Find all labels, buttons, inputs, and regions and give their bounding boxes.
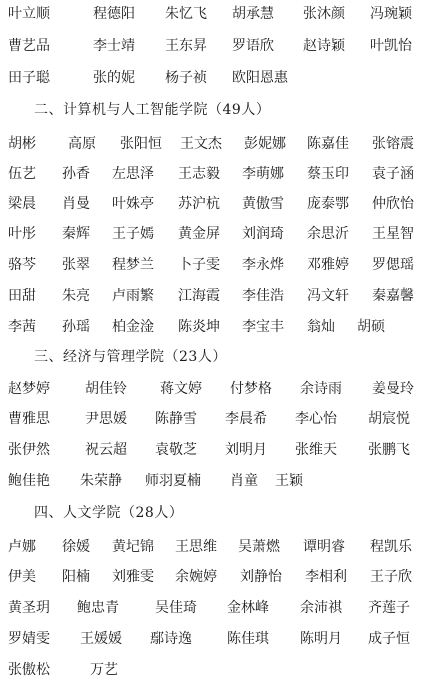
- student-name: 刘明月: [225, 442, 267, 458]
- name-row: [0, 64, 448, 92]
- student-name: 胡宸悦: [368, 411, 410, 427]
- student-name: 陈佳琪: [227, 631, 269, 647]
- student-name: 李永烨: [242, 257, 284, 273]
- student-name: 李心怡: [295, 411, 337, 427]
- name-row: [0, 563, 448, 591]
- student-name: 胡硕: [357, 319, 385, 335]
- student-name: 黄金屏: [178, 226, 220, 242]
- student-name: 徐媛: [62, 539, 90, 555]
- student-name: 秦辉: [62, 226, 90, 242]
- student-name: 余诗雨: [300, 381, 342, 397]
- student-name: 杨子祯: [165, 70, 207, 86]
- student-name: 田子聪: [8, 70, 50, 86]
- student-name: 程梦兰: [112, 257, 154, 273]
- student-name: 肖曼: [62, 196, 90, 212]
- student-name: 叶立顺: [8, 6, 50, 22]
- student-name: 胡彬: [8, 136, 36, 152]
- student-name: 田甜: [8, 288, 36, 304]
- name-row: [0, 625, 448, 653]
- student-name: 苏沪杭: [178, 196, 220, 212]
- student-name: 王东昇: [165, 38, 207, 54]
- student-name: 伊美: [8, 569, 36, 585]
- student-name: 柏金淦: [112, 319, 154, 335]
- student-name: 蒋文婷: [160, 381, 202, 397]
- student-name: 叶凯怡: [370, 38, 412, 54]
- name-row: [0, 375, 448, 403]
- student-name: 张鹏飞: [368, 442, 410, 458]
- name-row: [0, 251, 448, 279]
- student-name: 袁敬芝: [155, 442, 197, 458]
- name-row: [0, 220, 448, 248]
- name-row: [0, 0, 448, 28]
- student-name: 王子嫣: [112, 226, 154, 242]
- student-name: 赵诗颖: [303, 38, 345, 54]
- student-name: 胡佳铃: [85, 381, 127, 397]
- student-name: 万艺: [90, 662, 118, 678]
- student-name: 李茜: [8, 319, 36, 335]
- student-name: 朱荣静: [80, 473, 122, 489]
- student-name: 鄢诗逸: [150, 631, 192, 647]
- student-name: 付梦格: [230, 381, 272, 397]
- name-row: [0, 436, 448, 464]
- student-name: 齐莲子: [368, 600, 410, 616]
- student-name: 李萌娜: [242, 166, 284, 182]
- student-name: 姜曼玲: [372, 381, 414, 397]
- student-name: 谭明睿: [303, 539, 345, 555]
- student-name: 庞泰鄂: [307, 196, 349, 212]
- student-name: 余思沂: [307, 226, 349, 242]
- name-row: [0, 32, 448, 60]
- section-heading: 三、经济与管理学院（23人）: [34, 349, 227, 365]
- student-name: 吴萧燃: [238, 539, 280, 555]
- student-name: 张伊然: [8, 442, 50, 458]
- student-name: 王子欣: [370, 569, 412, 585]
- student-name: 梁晨: [8, 196, 36, 212]
- section-heading: 四、人文学院（28人）: [34, 505, 184, 521]
- student-name: 卢娜: [8, 539, 36, 555]
- student-name: 成子恒: [368, 631, 410, 647]
- student-name: 程凯乐: [370, 539, 412, 555]
- student-name: 王星智: [372, 226, 414, 242]
- student-name: 骆芩: [8, 257, 36, 273]
- student-name: 邓雅婷: [307, 257, 349, 273]
- student-name: 冯文轩: [307, 288, 349, 304]
- student-name: 余沛祺: [300, 600, 342, 616]
- student-name: 鲍佳艳: [8, 473, 50, 489]
- student-name: 卜子雯: [178, 257, 220, 273]
- name-row: [0, 467, 448, 495]
- name-row: [0, 533, 448, 561]
- student-name: 赵梦婷: [8, 381, 50, 397]
- student-name: 彭妮娜: [244, 136, 286, 152]
- student-name: 仲欣怡: [372, 196, 414, 212]
- student-name: 张翠: [62, 257, 90, 273]
- student-name: 孙瑶: [62, 319, 90, 335]
- student-name: 王颖: [275, 473, 303, 489]
- student-name: 祝云超: [85, 442, 127, 458]
- student-name: 师羽夏楠: [145, 473, 201, 489]
- student-name: 高原: [68, 136, 96, 152]
- name-row: [0, 190, 448, 218]
- student-name: 曹艺品: [8, 38, 50, 54]
- student-name: 朱忆飞: [165, 6, 207, 22]
- student-name: 陈炎坤: [178, 319, 220, 335]
- student-name: 胡承慧: [232, 6, 274, 22]
- student-name: 李士靖: [93, 38, 135, 54]
- student-name: 翁灿: [307, 319, 335, 335]
- student-name: 刘润琦: [242, 226, 284, 242]
- section-heading: 二、计算机与人工智能学院（49人）: [34, 102, 271, 118]
- student-name: 卢雨繁: [112, 288, 154, 304]
- student-name: 朱亮: [62, 288, 90, 304]
- student-name: 李佳浩: [242, 288, 284, 304]
- student-name: 黄圣玥: [8, 600, 50, 616]
- name-row: [0, 282, 448, 310]
- student-name: 刘雅雯: [112, 569, 154, 585]
- student-name: 曹雅思: [8, 411, 50, 427]
- student-name: 罗语欣: [232, 38, 274, 54]
- student-name: 罗婧雯: [8, 631, 50, 647]
- name-row: [0, 313, 448, 341]
- student-name: 张阳恒: [120, 136, 162, 152]
- student-name: 尹思媛: [85, 411, 127, 427]
- student-name: 张维天: [295, 442, 337, 458]
- name-row: [0, 130, 448, 158]
- student-name: 余婉婷: [175, 569, 217, 585]
- student-name: 程德阳: [93, 6, 135, 22]
- student-name: 李晨希: [225, 411, 267, 427]
- student-name: 张傲松: [8, 662, 50, 678]
- student-name: 黄圮锦: [112, 539, 154, 555]
- student-name: 冯琬颖: [370, 6, 412, 22]
- student-name: 伍艺: [8, 166, 36, 182]
- student-name: 金林峰: [227, 600, 269, 616]
- student-name: 秦嘉馨: [372, 288, 414, 304]
- student-name: 王思维: [175, 539, 217, 555]
- student-name: 陈嘉佳: [307, 136, 349, 152]
- student-name: 张镕震: [372, 136, 414, 152]
- name-row: [0, 656, 448, 684]
- name-row: [0, 594, 448, 622]
- student-name: 肖童: [230, 473, 258, 489]
- student-name: 王志毅: [178, 166, 220, 182]
- student-name: 吴佳琦: [155, 600, 197, 616]
- student-name: 孙香: [62, 166, 90, 182]
- student-name: 张沐颜: [303, 6, 345, 22]
- student-name: 李相利: [305, 569, 347, 585]
- student-name: 张的妮: [93, 70, 135, 86]
- student-name: 陈静雪: [155, 411, 197, 427]
- student-name: 刘静怡: [240, 569, 282, 585]
- student-name: 袁子涵: [372, 166, 414, 182]
- student-name: 王媛媛: [80, 631, 122, 647]
- student-name: 叶姝亭: [112, 196, 154, 212]
- student-name: 李宝丰: [242, 319, 284, 335]
- student-name: 阳楠: [62, 569, 90, 585]
- name-row: [0, 405, 448, 433]
- student-name: 江海霞: [178, 288, 220, 304]
- student-name: 陈明月: [300, 631, 342, 647]
- name-row: [0, 160, 448, 188]
- student-name: 蔡玉印: [307, 166, 349, 182]
- student-name: 欧阳恩惠: [232, 70, 288, 86]
- student-name: 左思泽: [112, 166, 154, 182]
- student-name: 王文杰: [180, 136, 222, 152]
- student-name: 鲍忠青: [77, 600, 119, 616]
- student-name: 黄傲雪: [242, 196, 284, 212]
- student-name: 罗偲瑶: [372, 257, 414, 273]
- student-name: 叶彤: [8, 226, 36, 242]
